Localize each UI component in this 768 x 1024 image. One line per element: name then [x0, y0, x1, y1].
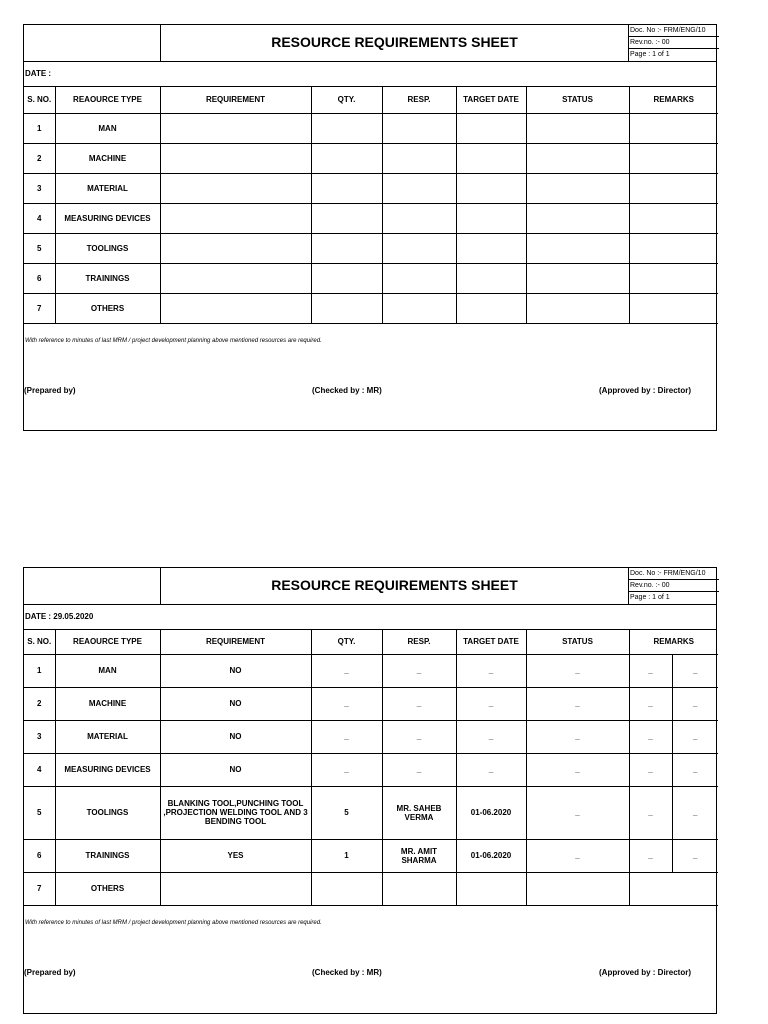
cell-status	[526, 233, 629, 263]
cell-resp	[382, 872, 456, 905]
cell-status	[526, 143, 629, 173]
cell-resp	[382, 233, 456, 263]
cell-remarks-b: _	[672, 687, 718, 720]
col-header-target-date: TARGET DATE	[456, 630, 526, 654]
cell-target-date: _	[456, 654, 526, 687]
cell-resp	[382, 203, 456, 233]
cell-resp	[382, 263, 456, 293]
cell-qty: _	[311, 753, 382, 786]
cell-remarks	[629, 143, 718, 173]
checked-by-label: (Checked by : MR)	[312, 967, 382, 977]
date-field: DATE : 29.05.2020	[24, 605, 716, 630]
page-number: Page : 1 of 1	[630, 594, 670, 601]
table-row	[24, 720, 718, 753]
col-header-status: STATUS	[526, 87, 629, 113]
cell-qty	[311, 143, 382, 173]
cell-sno: 1	[24, 113, 55, 143]
cell-sno: 3	[24, 173, 55, 203]
cell-requirement	[160, 263, 311, 293]
col-header-resource-type: REAOURCE TYPE	[55, 630, 160, 654]
cell-remarks	[629, 233, 718, 263]
cell-status	[526, 113, 629, 143]
cell-qty	[311, 113, 382, 143]
cell-resp: MR. AMIT SHARMA	[382, 839, 456, 872]
cell-resp: _	[382, 687, 456, 720]
col-header-requirement: REQUIREMENT	[160, 87, 311, 113]
col-header-resource-type: REAOURCE TYPE	[55, 87, 160, 113]
doc-number: Doc. No :- FRM/ENG/10	[629, 568, 719, 580]
cell-resp	[382, 293, 456, 323]
cell-target-date	[456, 113, 526, 143]
cell-resource-type: TOOLINGS	[55, 233, 160, 263]
cell-remarks	[629, 293, 718, 323]
cell-status	[526, 203, 629, 233]
cell-requirement	[160, 143, 311, 173]
table-row	[24, 654, 718, 687]
cell-requirement: NO	[160, 753, 311, 786]
cell-sno: 4	[24, 203, 55, 233]
date-field: DATE :	[24, 62, 716, 87]
requirements-table	[24, 87, 718, 324]
revision-number: Rev.no. :- 00	[629, 580, 719, 592]
doc-info	[628, 25, 719, 61]
cell-requirement: NO	[160, 720, 311, 753]
cell-sno: 2	[24, 687, 55, 720]
cell-resp	[382, 143, 456, 173]
col-header-remarks: REMARKS	[629, 87, 718, 113]
cell-qty	[311, 872, 382, 905]
col-header-status: STATUS	[526, 630, 629, 654]
cell-resource-type: TOOLINGS	[55, 786, 160, 839]
table-row	[24, 173, 718, 203]
cell-requirement	[160, 293, 311, 323]
col-header-sno: S. NO.	[24, 630, 55, 654]
cell-sno: 3	[24, 720, 55, 753]
cell-remarks-a: _	[629, 753, 672, 786]
table-header-row	[24, 630, 718, 654]
cell-remarks-b: _	[672, 654, 718, 687]
signature-row	[24, 386, 716, 406]
cell-remarks-b: _	[672, 786, 718, 839]
cell-remarks	[629, 203, 718, 233]
page-number: Page : 1 of 1	[630, 51, 670, 58]
table-row	[24, 753, 718, 786]
table-row	[24, 263, 718, 293]
cell-status: _	[526, 720, 629, 753]
cell-status: _	[526, 687, 629, 720]
cell-resource-type: MATERIAL	[55, 720, 160, 753]
col-header-target-date: TARGET DATE	[456, 87, 526, 113]
cell-qty: 5	[311, 786, 382, 839]
col-header-resp: RESP.	[382, 87, 456, 113]
cell-resource-type: MEASURING DEVICES	[55, 203, 160, 233]
table-row	[24, 113, 718, 143]
cell-qty: _	[311, 687, 382, 720]
cell-qty	[311, 173, 382, 203]
sheet-title: RESOURCE REQUIREMENTS SHEET	[271, 34, 518, 50]
cell-remarks	[629, 173, 718, 203]
cell-remarks	[629, 113, 718, 143]
cell-resp: MR. SAHEB VERMA	[382, 786, 456, 839]
cell-target-date	[456, 173, 526, 203]
cell-target-date	[456, 233, 526, 263]
resource-sheet-blank	[23, 24, 717, 431]
prepared-by-label: (Prepared by)	[24, 967, 76, 977]
col-header-qty: QTY.	[311, 630, 382, 654]
cell-status: _	[526, 753, 629, 786]
table-row	[24, 293, 718, 323]
approved-by-label: (Approved by : Director)	[599, 967, 692, 977]
cell-sno: 4	[24, 753, 55, 786]
cell-status	[526, 263, 629, 293]
logo-cell	[24, 25, 161, 61]
cell-resource-type: MACHINE	[55, 687, 160, 720]
cell-qty	[311, 293, 382, 323]
cell-requirement: NO	[160, 687, 311, 720]
table-row	[24, 839, 718, 872]
signature-row	[24, 968, 716, 988]
table-row	[24, 203, 718, 233]
col-header-requirement: REQUIREMENT	[160, 630, 311, 654]
cell-qty	[311, 263, 382, 293]
doc-info	[628, 568, 719, 604]
cell-resource-type: TRAININGS	[55, 263, 160, 293]
col-header-qty: QTY.	[311, 87, 382, 113]
cell-requirement	[160, 113, 311, 143]
cell-requirement	[160, 233, 311, 263]
revision-number: Rev.no. :- 00	[629, 37, 719, 49]
cell-status	[526, 173, 629, 203]
cell-status: _	[526, 839, 629, 872]
cell-status: _	[526, 654, 629, 687]
cell-resp: _	[382, 753, 456, 786]
cell-sno: 6	[24, 263, 55, 293]
cell-resp: _	[382, 654, 456, 687]
cell-target-date	[456, 293, 526, 323]
cell-status	[526, 293, 629, 323]
cell-resource-type: MEASURING DEVICES	[55, 753, 160, 786]
cell-target-date: _	[456, 753, 526, 786]
cell-resource-type: OTHERS	[55, 293, 160, 323]
cell-remarks-a: _	[629, 720, 672, 753]
cell-qty	[311, 203, 382, 233]
sheet-header	[24, 25, 716, 62]
cell-target-date	[456, 143, 526, 173]
cell-sno: 6	[24, 839, 55, 872]
cell-sno: 7	[24, 872, 55, 905]
cell-requirement	[160, 173, 311, 203]
sheet-header	[24, 568, 716, 605]
cell-qty	[311, 233, 382, 263]
col-header-resp: RESP.	[382, 630, 456, 654]
table-row	[24, 786, 718, 839]
reference-note: With reference to minutes of last MRM / project development planning above mentioned resources are required.	[25, 337, 322, 344]
cell-target-date: _	[456, 720, 526, 753]
cell-remarks-a: _	[629, 839, 672, 872]
cell-qty: _	[311, 654, 382, 687]
cell-remarks-a: _	[629, 654, 672, 687]
cell-sno: 2	[24, 143, 55, 173]
cell-target-date: 01-06.2020	[456, 839, 526, 872]
cell-remarks-a: _	[629, 687, 672, 720]
sheet-title: RESOURCE REQUIREMENTS SHEET	[271, 577, 518, 593]
table-row	[24, 872, 718, 905]
table-row	[24, 143, 718, 173]
cell-remarks	[629, 872, 718, 905]
cell-remarks-b: _	[672, 753, 718, 786]
cell-resource-type: OTHERS	[55, 872, 160, 905]
reference-note: With reference to minutes of last MRM / project development planning above mentioned resources are required.	[25, 919, 322, 926]
cell-resource-type: MATERIAL	[55, 173, 160, 203]
cell-target-date: 01-06.2020	[456, 786, 526, 839]
doc-number: Doc. No :- FRM/ENG/10	[629, 25, 719, 37]
cell-requirement: NO	[160, 654, 311, 687]
col-header-remarks: REMARKS	[629, 630, 718, 654]
resource-sheet-filled	[23, 567, 717, 1014]
cell-status: _	[526, 786, 629, 839]
cell-target-date: _	[456, 687, 526, 720]
cell-remarks-b: _	[672, 720, 718, 753]
cell-resp	[382, 173, 456, 203]
table-header-row	[24, 87, 718, 113]
approved-by-label: (Approved by : Director)	[599, 385, 692, 395]
cell-qty: 1	[311, 839, 382, 872]
cell-remarks-b: _	[672, 839, 718, 872]
logo-cell	[24, 568, 161, 604]
cell-sno: 7	[24, 293, 55, 323]
cell-qty: _	[311, 720, 382, 753]
cell-sno: 5	[24, 233, 55, 263]
cell-requirement	[160, 203, 311, 233]
cell-status	[526, 872, 629, 905]
cell-resp	[382, 113, 456, 143]
cell-requirement: BLANKING TOOL,PUNCHING TOOL ,PROJECTION WELDING TOOL AND 3 BENDING TOOL	[160, 786, 311, 839]
table-row	[24, 687, 718, 720]
cell-resource-type: MAN	[55, 113, 160, 143]
cell-requirement	[160, 872, 311, 905]
prepared-by-label: (Prepared by)	[24, 385, 76, 395]
cell-remarks-a: _	[629, 786, 672, 839]
table-row	[24, 233, 718, 263]
cell-resp: _	[382, 720, 456, 753]
cell-sno: 1	[24, 654, 55, 687]
cell-requirement: YES	[160, 839, 311, 872]
cell-resource-type: MACHINE	[55, 143, 160, 173]
cell-remarks	[629, 263, 718, 293]
cell-target-date	[456, 263, 526, 293]
requirements-table	[24, 630, 718, 906]
cell-target-date	[456, 203, 526, 233]
cell-resource-type: MAN	[55, 654, 160, 687]
cell-sno: 5	[24, 786, 55, 839]
cell-resource-type: TRAININGS	[55, 839, 160, 872]
col-header-sno: S. NO.	[24, 87, 55, 113]
cell-target-date	[456, 872, 526, 905]
checked-by-label: (Checked by : MR)	[312, 385, 382, 395]
